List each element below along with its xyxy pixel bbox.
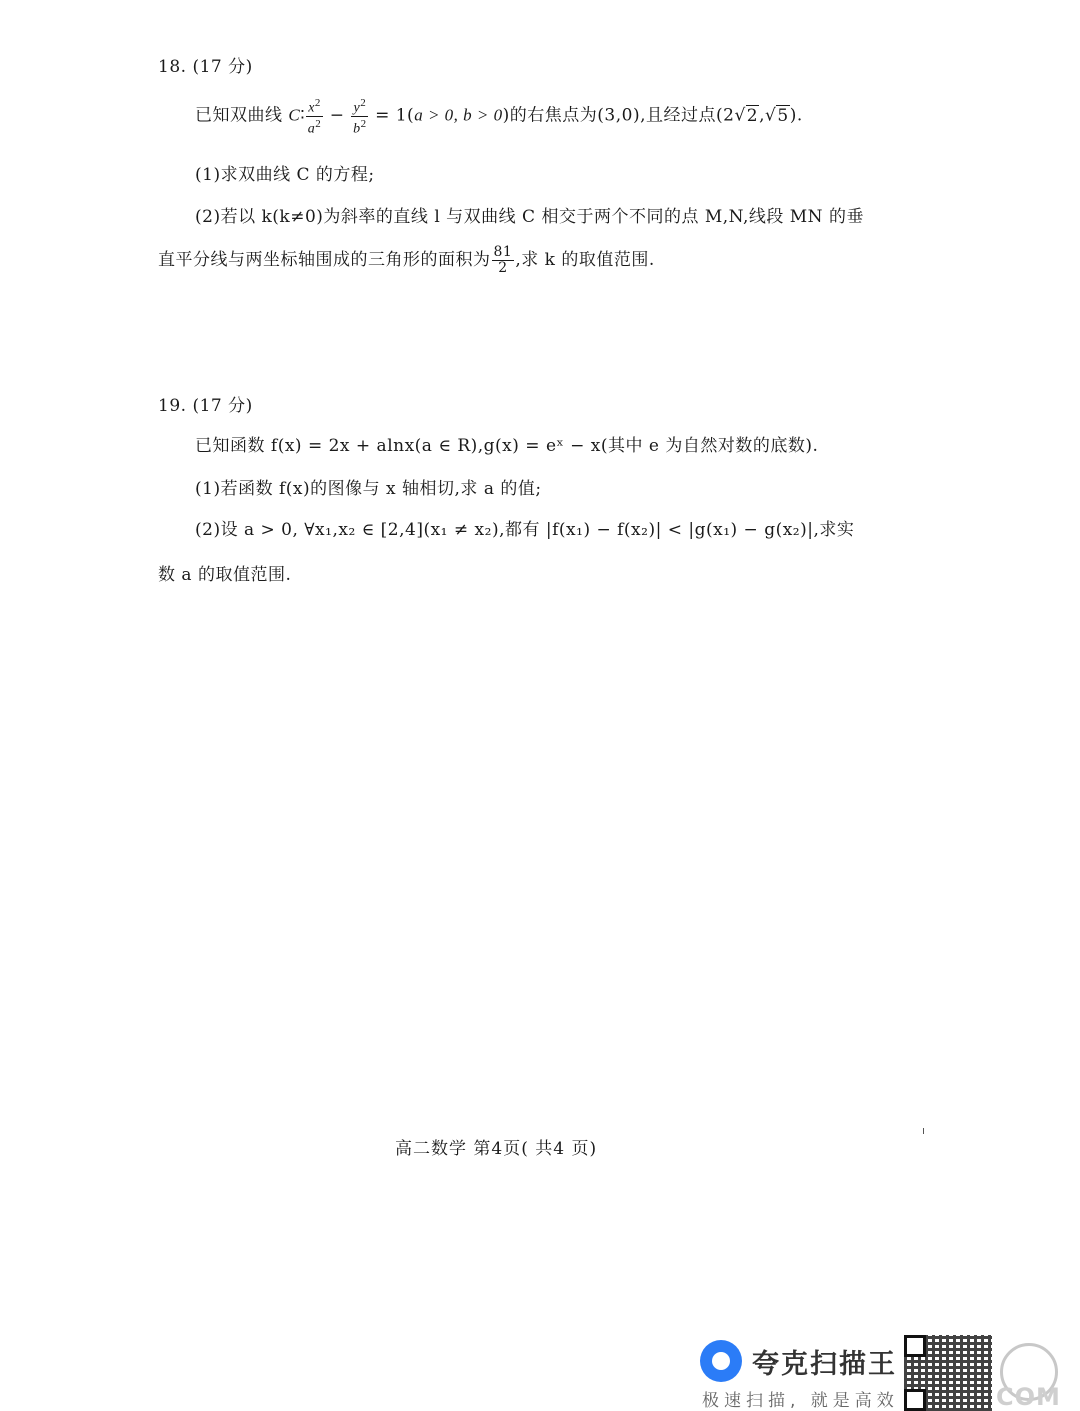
q18-part1: (1)求双曲线 C 的方程; (195, 165, 375, 185)
q19-part2-line2: 数 a 的取值范围. (158, 565, 292, 585)
sqrt-sign: √ (765, 105, 777, 126)
q18-part2-post: ,求 k 的取值范围. (515, 250, 655, 270)
area-fraction (492, 245, 515, 276)
watermark-site: COM (996, 1383, 1061, 1411)
q19-part2-line1: (2)设 a > 0, ∀x₁,x₂ ∈ [2,4](x₁ ≠ x₂),都有 |f(x₁) − f(x₂)| < |g(x₁) − g(x₂)|,求实 (195, 520, 855, 540)
page-footer: 高二数学 第4页( 共4 页) (395, 1139, 598, 1159)
q18-curve-name: C (288, 105, 301, 125)
q18-condition: a > 0, b > 0 (414, 105, 503, 125)
q18-part2-pre: 直平分线与两坐标轴围成的三角形的面积为 (158, 250, 491, 270)
sqrt2-radicand: 2 (746, 105, 759, 126)
watermark-app-name: 夸克扫描王 (752, 1349, 897, 1380)
qr-finder-icon (904, 1335, 926, 1357)
x2-over-a2: $\frac{x^2}{a^2}$ (307, 97, 322, 137)
q18-intro-pre: 已知双曲线 (195, 105, 289, 126)
quark-logo-icon (700, 1340, 742, 1382)
scan-mark (923, 1128, 924, 1134)
q18-intro (195, 96, 803, 136)
scanner-watermark (700, 1335, 1080, 1411)
watermark-slogan: 极速扫描, 就是高效 (702, 1391, 899, 1411)
q18-part2-line2 (158, 245, 655, 276)
q19-header: 19. (17 分) (158, 396, 253, 416)
q18-focus-text: )的右焦点为(3,0),且经过点(2 (502, 105, 735, 126)
q18-end: ). (789, 105, 803, 126)
q18-eq-one: = 1( (369, 105, 415, 126)
q19-part1: (1)若函数 f(x)的图像与 x 轴相切,求 a 的值; (195, 479, 542, 499)
q18-minus: − (323, 105, 351, 126)
qr-finder-icon (904, 1389, 926, 1411)
sqrt5-radicand: 5 (777, 105, 789, 126)
area-denominator: 2 (498, 260, 508, 276)
y2-over-b2: $\frac{y^2}{b^2}$ (353, 97, 367, 137)
sqrt-sign: √ (734, 105, 746, 126)
area-numerator: 81 (493, 244, 513, 260)
q18-header: 18. (17 分) (158, 57, 253, 77)
q19-intro: 已知函数 f(x) = 2x + alnx(a ∈ R),g(x) = eˣ − x(其中 e 为自然对数的底数). (195, 436, 819, 456)
q18-comma: , (759, 105, 766, 126)
q18-part2-line1: (2)若以 k(k≠0)为斜率的直线 l 与双曲线 C 相交于两个不同的点 M,N,线段 MN 的垂 (195, 207, 864, 227)
q18-colon: ∶ (300, 105, 306, 126)
